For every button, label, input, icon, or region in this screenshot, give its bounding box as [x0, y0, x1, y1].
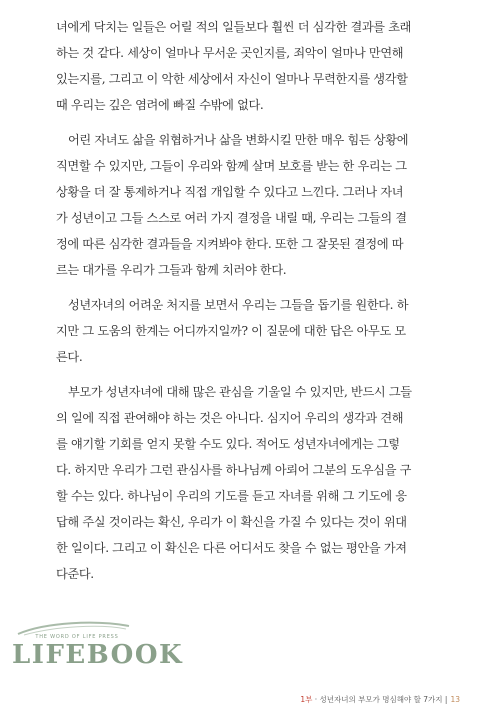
footer-separator: · [314, 695, 318, 704]
page-number: 13 [450, 695, 460, 704]
text-line: 다. 하지만 우리가 그런 관심사를 하나님께 아뢰어 그분의 도우심을 구 [56, 463, 412, 477]
text-line: 때 우리는 깊은 염려에 빠질 수밖에 없다. [56, 98, 264, 112]
text-line: 를 얘기할 기회를 얻지 못할 수도 있다. 적어도 성년자녀에게는 그렇 [56, 437, 400, 451]
text-line: 어린 자녀도 삶을 위협하거나 삶을 변화시킬 만한 매우 힘든 상황에 [68, 133, 409, 147]
text-line: 성년자녀의 어려운 처지를 보면서 우리는 그들을 돕기를 원한다. 하 [68, 298, 409, 312]
text-line: 의 일에 직접 관여해야 하는 것은 아니다. 심지어 우리의 생각과 견해 [56, 411, 404, 425]
text-line: 답해 주실 것이라는 확신, 우리가 이 확신을 가질 수 있다는 것이 위대 [56, 515, 407, 529]
footer-part: 1부 [300, 695, 313, 704]
text-line: 른다. [56, 350, 83, 364]
text-line: 할 수는 있다. 하나님이 우리의 기도를 듣고 자녀를 위해 그 기도에 응 [56, 489, 407, 503]
text-line: 하는 것 같다. 세상이 얼마나 무서운 곳인지를, 죄악이 얼마나 만연해 [56, 46, 404, 60]
watermark-tagline: THE WORD OF LIFE PRESS [35, 634, 119, 640]
swoosh-icon [16, 620, 131, 636]
text-line: 가 성년이고 그들 스스로 여러 가지 결정을 내릴 때, 우리는 그들의 결 [56, 211, 407, 225]
running-footer [300, 694, 460, 705]
footer-divider: | [444, 695, 448, 704]
body-text [56, 14, 458, 596]
text-line: 부모가 성년자녀에 대해 많은 관심을 기울일 수 있지만, 반드시 그들 [68, 385, 412, 399]
paragraph-1 [56, 14, 458, 118]
paragraph-4 [56, 379, 458, 587]
text-line: 지만 그 도움의 한계는 어디까지일까? 이 질문에 대한 답은 아무도 모 [56, 324, 406, 338]
paragraph-2 [56, 127, 458, 283]
publisher-watermark [12, 634, 184, 670]
text-line: 직면할 수 있지만, 그들이 우리와 함께 살며 보호를 받는 한 우리는 그 [56, 159, 407, 173]
text-line: 르는 대가를 우리가 그들과 함께 치러야 한다. [56, 263, 287, 277]
text-line: 다준다. [56, 567, 94, 581]
footer-title: 성년자녀의 부모가 명심해야 할 7가지 [319, 695, 443, 704]
text-line: 정에 따른 심각한 결과들을 지켜봐야 한다. 또한 그 잘못된 결정에 따 [56, 237, 404, 251]
text-line: 한 일이다. 그리고 이 확신은 다른 어디서도 찾을 수 없는 평안을 가져 [56, 541, 407, 555]
text-line: 녀에게 닥치는 일들은 어릴 적의 일들보다 훨씬 더 심각한 결과를 초래 [56, 20, 412, 34]
text-line: 상황을 더 잘 통제하거나 직접 개입할 수 있다고 느낀다. 그러나 자녀 [56, 185, 404, 199]
text-line: 있는지를, 그리고 이 악한 세상에서 자신이 얼마나 무력한지를 생각할 [56, 72, 408, 86]
watermark-logo: LIFEBOOK [12, 640, 184, 670]
paragraph-3 [56, 292, 458, 370]
